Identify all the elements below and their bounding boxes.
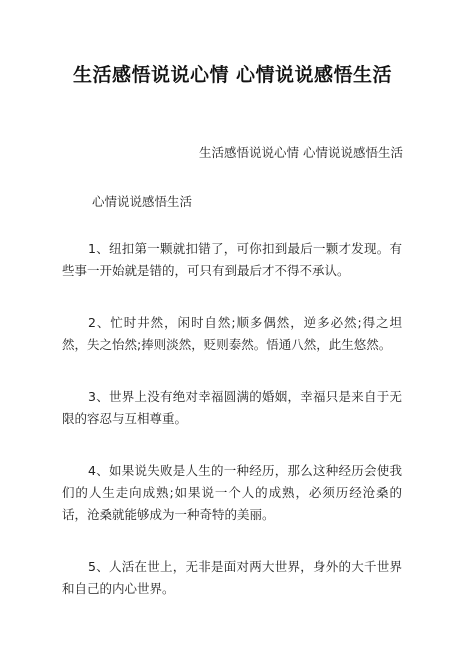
paragraph-2: 2、忙时井然，闲时自然;顺多偶然，逆多必然;得之坦然，失之怡然;捧则淡然，贬则泰然。悟通八然，此生悠然。 — [62, 315, 402, 352]
section-heading: 心情说说感悟生活 — [92, 194, 193, 209]
paragraph-1: 1、纽扣第一颗就扣错了，可你扣到最后一颗才发现。有些事一开始就是错的，可只有到最后才不得不承认。 — [62, 241, 402, 278]
paragraph-5: 5、人活在世上，无非是面对两大世界，身外的大千世界和自己的内心世界。 — [62, 559, 402, 596]
paragraph-4: 4、如果说失败是人生的一种经历，那么这种经历会使我们的人生走向成熟;如果说一个人的成熟，必须历经沧桑的话，沧桑就能够成为一种奇特的美丽。 — [62, 463, 402, 522]
page-title: 生活感悟说说心情 心情说说感悟生活 — [72, 64, 393, 86]
subtitle: 生活感悟说说心情 心情说说感悟生活 — [199, 145, 403, 160]
paragraph-3: 3、世界上没有绝对幸福圆满的婚姻，幸福只是来自于无限的容忍与互相尊重。 — [62, 389, 402, 426]
